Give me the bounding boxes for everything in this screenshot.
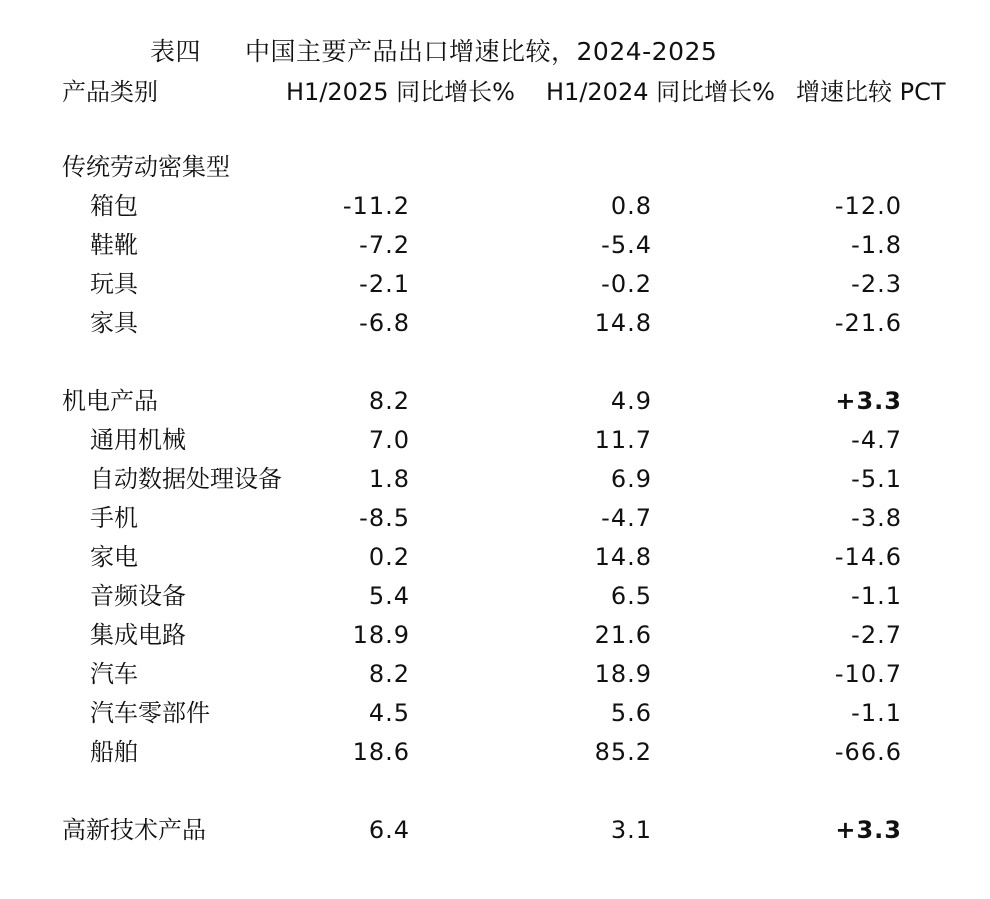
group-name: 传统劳动密集型 [62,153,230,181]
group-row-electromechanical [0,382,990,421]
item-name: 音频设备 [90,582,186,610]
group-name: 高新技术产品 [62,816,206,844]
value-diff: -1.1 [851,582,902,610]
value-diff: -66.6 [834,738,902,766]
header-h1-2024: H1/2024 同比增长% [546,78,775,106]
table-row [0,304,990,343]
header-diff: 增速比较 PCT [796,78,946,106]
value-diff: -1.8 [851,231,902,259]
table-row [0,733,990,772]
table-row [0,616,990,655]
item-name: 船舶 [90,738,138,766]
value-h1-2025: -6.8 [359,309,410,337]
value-h1-2024: 6.5 [610,582,652,610]
value-h1-2025: -8.5 [359,504,410,532]
value-h1-2024: -4.7 [601,504,652,532]
value-h1-2024: -0.2 [601,270,652,298]
value-h1-2025: 6.4 [368,816,410,844]
value-diff: -21.6 [834,309,902,337]
item-name: 家电 [90,543,138,571]
value-h1-2024: 14.8 [594,543,652,571]
value-h1-2024: 4.9 [610,387,652,415]
value-h1-2024: 0.8 [610,192,652,220]
value-h1-2024: 3.1 [610,816,652,844]
value-h1-2024: 5.6 [610,699,652,727]
value-h1-2025: 4.5 [368,699,410,727]
value-h1-2024: -5.4 [601,231,652,259]
value-h1-2025: 0.2 [368,543,410,571]
value-h1-2025: 18.6 [352,738,410,766]
item-name: 汽车零部件 [90,699,210,727]
item-name: 鞋靴 [90,231,138,259]
value-diff: -4.7 [851,426,902,454]
group-row-labor-intensive [0,148,990,187]
item-name: 手机 [90,504,138,532]
value-h1-2025: 8.2 [368,387,410,415]
header-h1-2025: H1/2025 同比增长% [286,78,515,106]
table-title-text: 中国主要产品出口增速比较，2024-2025 [245,37,718,66]
table-row [0,694,990,733]
value-h1-2025: -11.2 [342,192,410,220]
item-name: 汽车 [90,660,138,688]
group-row-high-tech [0,811,990,850]
table-row [0,265,990,304]
table-row [0,226,990,265]
table-number: 表四 [150,37,202,66]
value-h1-2024: 18.9 [594,660,652,688]
item-name: 集成电路 [90,621,186,649]
value-h1-2025: 1.8 [368,465,410,493]
value-h1-2025: 8.2 [368,660,410,688]
table-row [0,538,990,577]
value-diff: -2.3 [851,270,902,298]
value-h1-2024: 6.9 [610,465,652,493]
value-diff: +3.3 [835,387,902,415]
value-diff: -3.8 [851,504,902,532]
value-diff: -12.0 [834,192,902,220]
group-name: 机电产品 [62,387,158,415]
value-h1-2025: -7.2 [359,231,410,259]
value-diff: -2.7 [851,621,902,649]
item-name: 自动数据处理设备 [90,465,282,493]
item-name: 家具 [90,309,138,337]
table-row [0,577,990,616]
value-h1-2024: 21.6 [594,621,652,649]
item-name: 玩具 [90,270,138,298]
value-diff: -5.1 [851,465,902,493]
value-h1-2024: 14.8 [594,309,652,337]
value-h1-2024: 11.7 [594,426,652,454]
value-diff: -1.1 [851,699,902,727]
value-diff: -10.7 [834,660,902,688]
table-row [0,421,990,460]
item-name: 通用机械 [90,426,186,454]
table-row [0,499,990,538]
value-diff: -14.6 [834,543,902,571]
header-category: 产品类别 [62,78,158,106]
item-name: 箱包 [90,192,138,220]
value-h1-2025: 7.0 [368,426,410,454]
value-diff: +3.3 [835,816,902,844]
value-h1-2025: 5.4 [368,582,410,610]
table-row [0,187,990,226]
value-h1-2025: 18.9 [352,621,410,649]
table-row [0,655,990,694]
table-row [0,460,990,499]
value-h1-2024: 85.2 [594,738,652,766]
table-title [150,32,717,68]
value-h1-2025: -2.1 [359,270,410,298]
